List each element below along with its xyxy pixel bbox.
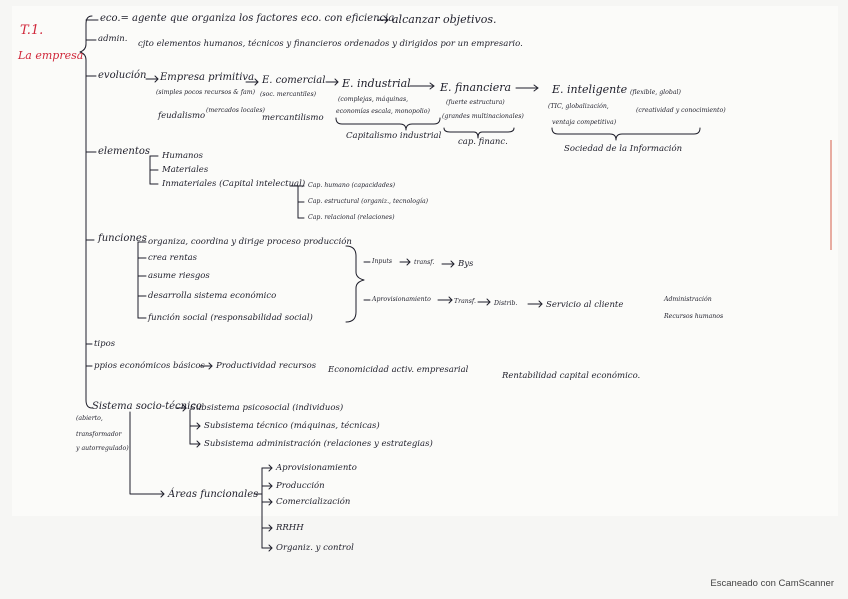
elementos-label: elementos (98, 146, 151, 157)
flow-bys: Bys (458, 259, 474, 269)
stage-primitiva-note: (simples pocos recursos & fam) (156, 89, 256, 96)
sistema-label: Sistema socio-técnico (92, 401, 202, 412)
sistema-note-3: y autorregulado) (76, 445, 129, 452)
page-title: T.1. (20, 23, 44, 38)
extra-rrhh: Recursos humanos (664, 313, 724, 320)
eco-definition: agente que organiza los factores eco. con eficiencia (132, 13, 395, 24)
area-aprovisionamiento: Aprovisionamiento (276, 463, 357, 473)
area-comercializacion: Comercialización (276, 497, 351, 507)
stage-inteligente-note4: (creatividad y conocimiento) (636, 107, 726, 114)
elemento-humanos: Humanos (162, 151, 203, 161)
stage-primitiva-era-note: (mercados locales) (206, 107, 265, 114)
stage-comercial-note: (soc. mercantiles) (260, 91, 317, 98)
funcion-rentas: crea rentas (148, 253, 198, 263)
eco-result: alcanzar objetivos. (392, 13, 497, 26)
areas-label: Áreas funcionales (168, 489, 259, 500)
stage-financiera: E. financiera (440, 81, 512, 94)
area-rrhh: RRHH (276, 523, 304, 533)
funcion-social: función social (responsabilidad social) (148, 313, 313, 323)
funcion-organiza: organiza, coordina y dirige proceso producción (148, 237, 352, 247)
area-organiz-control: Organiz. y control (276, 543, 354, 553)
area-produccion: Producción (276, 481, 325, 491)
ppios-label: ppios económicos básicos (94, 361, 205, 371)
stage-industrial: E. industrial (342, 77, 411, 90)
sistema-note-1: (abierto, (76, 415, 103, 422)
stage-inteligente-era: Sociedad de la Información (564, 144, 683, 154)
stage-inteligente-note2: (TIC, globalización, (548, 103, 609, 110)
stage-industrial-era: Capitalismo industrial (346, 131, 442, 141)
flow-inputs: Inputs (372, 258, 393, 265)
stage-financiera-era: cap. financ. (458, 137, 508, 147)
stage-comercial-era: mercantilismo (262, 113, 324, 123)
stage-inteligente-note3: ventaja competitiva) (552, 119, 617, 126)
flow2-aprovisionamiento: Aprovisionamiento (372, 296, 431, 303)
flow2-servicio: Servicio al cliente (546, 300, 624, 310)
funcion-sistema: desarrolla sistema económico (148, 291, 277, 301)
funcion-riesgos: asume riesgos (148, 271, 210, 281)
tipos-label: tipos (94, 339, 116, 349)
stage-financiera-note: (fuerte estructura) (446, 99, 505, 106)
eco-label: eco.= (100, 13, 129, 24)
subsistema-tecnico: Subsistema técnico (máquinas, técnicas) (204, 421, 380, 431)
ppio-economicidad: Economicidad activ. empresarial (328, 365, 469, 375)
stage-inteligente-note: (flexible, global) (630, 89, 681, 96)
page-subtitle: La empresa (18, 49, 84, 62)
ppio-rentabilidad: Rentabilidad capital económico. (502, 371, 641, 381)
stage-industrial-note: (complejas, máquinas, (338, 96, 409, 103)
admin-label: admin. (98, 34, 128, 44)
stage-primitiva: Empresa primitiva (160, 72, 255, 83)
elemento-materiales: Materiales (162, 165, 209, 175)
funciones-label: funciones (98, 233, 147, 244)
stage-primitiva-era: feudalismo (158, 111, 206, 121)
stage-financiera-note2: (grandes multinacionales) (442, 113, 524, 120)
stage-comercial: E. comercial (262, 75, 326, 86)
subsistema-psicosocial: Subsistema psicosocial (individuos) (190, 403, 344, 413)
stage-industrial-note2: economías escala, monopolio) (336, 108, 430, 115)
flow2-transf: Transf. (454, 298, 476, 305)
capital-humano: Cap. humano (capacidades) (308, 182, 396, 189)
stage-inteligente: E. inteligente (552, 83, 628, 96)
capital-estructural: Cap. estructural (organiz., tecnología) (308, 198, 429, 205)
subsistema-administracion: Subsistema administración (relaciones y estrategias) (204, 439, 433, 449)
ppio-productividad: Productividad recursos (216, 361, 317, 371)
capital-relacional: Cap. relacional (relaciones) (308, 214, 395, 221)
flow2-distrib: Distrib. (494, 300, 518, 307)
elemento-inmateriales: Inmateriales (Capital intelectual) (162, 179, 306, 189)
sistema-note-2: transformador (76, 431, 122, 438)
scanner-watermark: Escaneado con CamScanner (710, 578, 834, 589)
admin-definition: cjto elementos humanos, técnicos y financieros ordenados y dirigidos por un empresario. (138, 39, 523, 49)
extra-administracion: Administración (664, 296, 712, 303)
flow-transf: transf. (414, 259, 435, 266)
evolucion-label: evolución (98, 70, 147, 81)
